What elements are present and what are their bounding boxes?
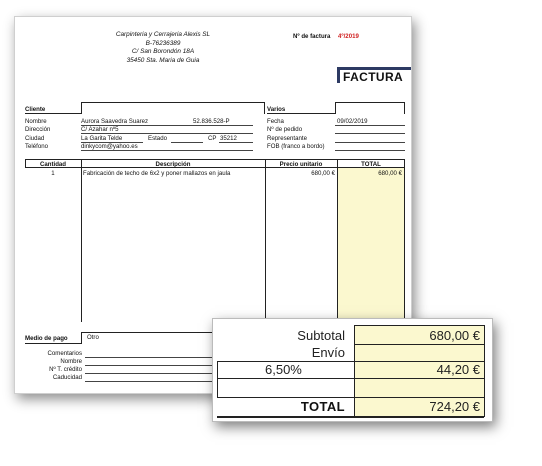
varios-header: Varios [267, 106, 286, 113]
client-phone-value: dinkycom@yahoo.es [81, 143, 138, 150]
totals-zoom-panel [212, 318, 493, 422]
client-cp-label: CP [208, 135, 217, 142]
totals-subtotal-label: Subtotal [297, 328, 345, 343]
row-description: Fabricación de techo de 6x2 y poner mallazos en jaula [83, 170, 231, 177]
col-header-total: TOTAL [361, 160, 381, 168]
company-street: C/ San Borondón 18A [131, 48, 195, 55]
varios-order-label: Nº de pedido [267, 126, 303, 133]
client-city-label: Ciudad [25, 135, 45, 142]
comments-label: Comentarios [47, 350, 82, 357]
row-unit-price: 680,00 € [311, 170, 335, 177]
col-header-unit-price: Precio unitario [279, 160, 323, 168]
totals-tax-rate: 6,50% [265, 362, 302, 377]
totals-tax-value: 44,20 € [436, 362, 480, 377]
total-column-fill [337, 167, 405, 322]
company-cif: B-76236389 [145, 39, 181, 47]
payment-label: Medio de pago [25, 335, 68, 342]
client-header: Cliente [25, 106, 46, 113]
name-label: Nombre [60, 358, 82, 365]
col-header-qty: Cantidad [39, 160, 67, 168]
varios-date-value: 09/02/2019 [337, 118, 368, 125]
factura-title-box [337, 67, 411, 83]
totals-total-label: TOTAL [300, 399, 345, 414]
client-phone-label: Teléfono [25, 143, 49, 150]
row-total: 680,00 € [378, 170, 402, 177]
credit-card-label: Nº T. crédito [49, 366, 82, 373]
client-cp-value: 35212 [220, 135, 237, 142]
row-qty: 1 [51, 170, 55, 177]
expiry-label: Caducidad [52, 374, 82, 381]
client-address-label: Dirección [25, 126, 51, 133]
varios-rep-label: Representante [267, 135, 307, 142]
company-city: 35450 Sta. Maria de Guia [126, 56, 200, 64]
totals-subtotal-value: 680,00 € [429, 328, 480, 343]
client-id-value: 52.836.528-P [193, 118, 230, 125]
totals-total-value: 724,20 € [429, 399, 480, 414]
varios-date-label: Fecha [267, 118, 284, 125]
client-name-value: Aurora Saavedra Suarez [81, 118, 149, 125]
factura-title: FACTURA [343, 70, 404, 84]
invoice-number-value: 4º/2019 [338, 33, 359, 40]
client-name-label: Nombre [25, 118, 47, 125]
client-address-value: C/ Azahar nº5 [81, 126, 119, 133]
company-name: Carpinteria y Cerrajeria Alexis SL [115, 31, 211, 38]
totals-envio-label: Envío [311, 345, 345, 360]
varios-fob-label: FOB (franco a bordo) [267, 143, 325, 150]
client-state-label: Estado [148, 135, 167, 142]
col-header-description: Descripción [155, 160, 191, 168]
client-city-value: La Garita Telde [81, 135, 123, 142]
payment-value: Otro [87, 333, 99, 341]
invoice-number-label: Nº de factura [293, 33, 331, 40]
